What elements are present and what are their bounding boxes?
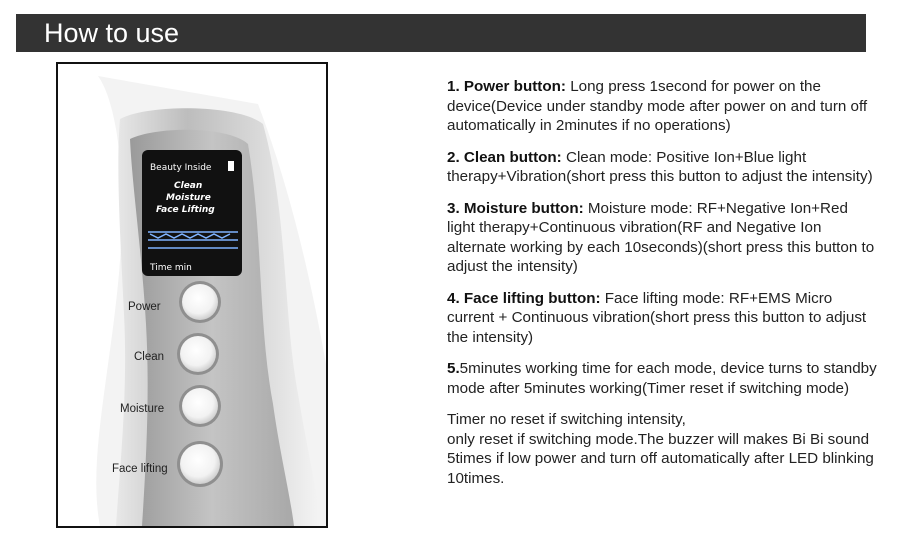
screen-mode-clean: Clean — [174, 181, 203, 191]
instructions-list — [447, 77, 879, 500]
instruction-item — [447, 199, 879, 277]
instruction-item — [447, 77, 879, 136]
instruction-label: 4. Face lifting button: — [447, 289, 601, 307]
instruction-label: 3. Moisture button: — [447, 199, 584, 217]
power-button[interactable] — [179, 281, 221, 323]
device-photo — [56, 62, 328, 528]
instruction-label: 2. Clean button: — [447, 148, 562, 166]
screen-bottom-text: Time min — [150, 263, 192, 273]
battery-icon — [228, 161, 234, 171]
instruction-text: Long press 1second for power on the device(Device under standby mode after power on and turn off automatically in 2minutes if no operations) — [447, 78, 868, 134]
screen-mode-face-lifting: Face Lifting — [156, 205, 215, 215]
instruction-item — [447, 289, 879, 348]
note-line-1: Timer no reset if switching intensity, — [447, 411, 686, 428]
clean-label: Clean — [134, 351, 165, 363]
instruction-text: Moisture mode: RF+Negative Ion+Red light therapy+Continuous vibration(RF and Negative Ion alternate working by each 10seconds)(short press this button to adjust the intensity) — [447, 199, 875, 275]
instruction-item — [447, 148, 879, 187]
moisture-button[interactable] — [179, 385, 221, 427]
instruction-text: Clean mode: Positive Ion+Blue light therapy+Vibration(short press this button to adjust the intensity) — [447, 148, 873, 185]
screen-title: Beauty Inside — [150, 163, 212, 173]
device-illustration — [58, 64, 326, 526]
clean-button[interactable] — [177, 333, 219, 375]
instruction-text: 5minutes working time for each mode, device turns to standby mode after 5minutes working(Timer reset if switching mode) — [447, 360, 877, 397]
face-lifting-button[interactable] — [177, 441, 223, 487]
instruction-label: 5. — [447, 360, 460, 377]
timer-notes — [447, 410, 879, 488]
power-label: Power — [128, 301, 161, 313]
section-header — [16, 14, 866, 52]
section-title: How to use — [44, 18, 180, 48]
screen-mode-moisture: Moisture — [166, 193, 211, 203]
moisture-label: Moisture — [120, 403, 165, 415]
instruction-item — [447, 359, 879, 398]
instruction-text: Face lifting mode: RF+EMS Micro current + Continuous vibration(short press this button to adjust the intensity) — [447, 289, 867, 346]
instruction-label: 1. Power button: — [447, 78, 566, 95]
face-lifting-label: Face lifting — [112, 463, 168, 475]
note-line-2: only reset if switching mode.The buzzer will makes Bi Bi sound 5times if low power and turn off automatically after LED blinking 10times. — [447, 430, 874, 487]
